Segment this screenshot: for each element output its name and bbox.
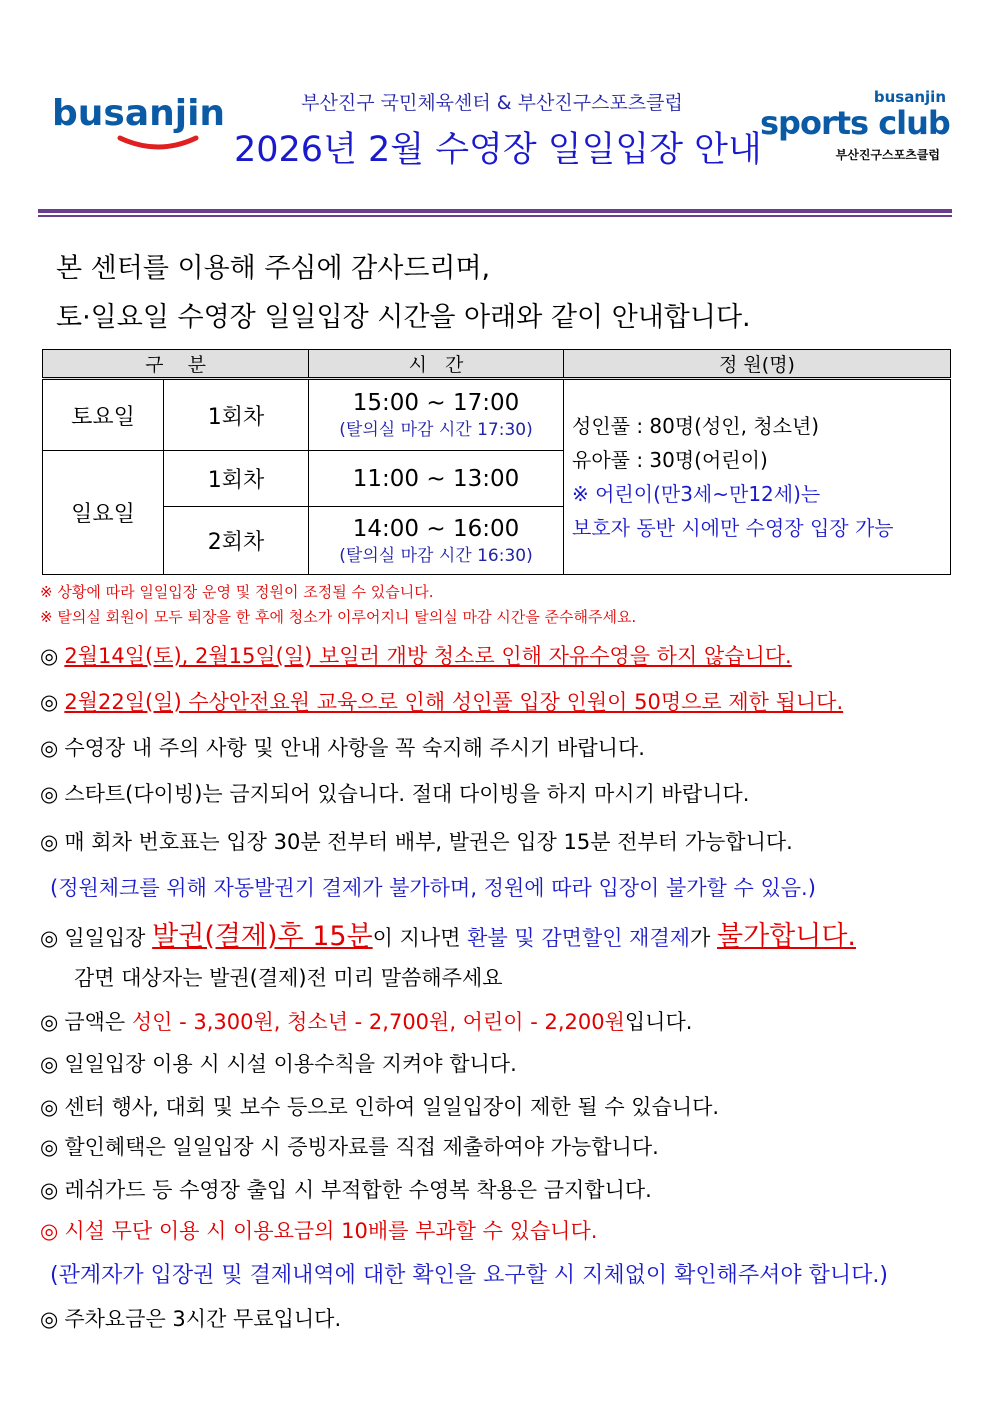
- sunday-time-2-cell: [309, 507, 564, 575]
- bullet-text-7c: 입니다.: [624, 1010, 693, 1034]
- bullet-item-10: [40, 1131, 659, 1161]
- bullet-text-1: 2월14일(토), 2월15일(일) 보일러 개방 청소로 인해 자유수영을 하지 않습니다.: [64, 644, 792, 668]
- bullet-text-7a: 금액은: [64, 1010, 132, 1034]
- sunday-time-1-cell: [309, 451, 564, 507]
- sunday-time-1: 11:00 ~ 13:00: [352, 465, 520, 492]
- bullet-sub-12: (관계자가 입장권 및 결제내역에 대한 확인을 요구할 시 지체없이 확인해주셔야 합니다.): [50, 1263, 888, 1288]
- intro-line-2: 토·일요일 수영장 일일입장 시간을 아래와 같이 안내합니다.: [56, 302, 751, 333]
- bullet-sub-6: 감면 대상자는 발권(결제)전 미리 말씀해주세요: [74, 966, 503, 990]
- sunday-close-time: (탈의실 마감 시간 16:30): [339, 545, 533, 566]
- bullet-text-6e: 가: [690, 926, 718, 950]
- bullet-mark-icon: ◎: [40, 782, 59, 806]
- bullet-mark-icon: ◎: [40, 690, 59, 714]
- capacity-child: 유아풀 : 30명(어린이): [572, 448, 768, 472]
- capacity-note-2: 보호자 동반 시에만 수영장 입장 가능: [572, 516, 894, 540]
- header-category: 구 분: [43, 350, 309, 379]
- bullet-mark-icon: ◎: [40, 1178, 59, 1202]
- bullet-mark-icon: ◎: [40, 736, 59, 760]
- bullet-text-10: 할인혜택은 일일입장 시 증빙자료를 직접 제출하여야 가능합니다.: [64, 1135, 659, 1159]
- bullet-item-6: [40, 914, 856, 953]
- bullet-mark-icon: ◎: [40, 1010, 59, 1034]
- header-subtitle: 부산진구 국민체육센터 & 부산진구스포츠클럽: [301, 92, 683, 114]
- bullet-mark-icon: ◎: [40, 1052, 59, 1076]
- bullet-item-9: [40, 1091, 719, 1121]
- schedule-table: [42, 349, 951, 575]
- page-title: 2026년 2월 수영장 일일입장 안내: [234, 130, 762, 170]
- day-sunday: 일요일: [43, 451, 164, 575]
- sunday-session-1: 1회차: [164, 451, 309, 507]
- bullet-item-13: [40, 1303, 341, 1333]
- saturday-time: 15:00 ~ 17:00: [352, 390, 520, 416]
- bullet-text-6a: 일일입장: [64, 926, 153, 950]
- sunday-time-2: 14:00 ~ 16:00: [352, 515, 520, 542]
- busanjin-logo: [52, 94, 224, 164]
- sports-club-logo-text: sports club: [760, 104, 950, 142]
- header-time: 시 간: [309, 350, 564, 379]
- bullet-text-6b: 발권(결제)후 15분: [152, 921, 373, 952]
- bullet-item-8: [40, 1048, 517, 1078]
- bullet-mark-icon: ◎: [40, 1095, 59, 1119]
- bullet-item-11: [40, 1174, 652, 1204]
- sunday-session-2: 2회차: [164, 507, 309, 575]
- bullet-text-12: 시설 무단 이용 시 이용요금의 10배를 부과할 수 있습니다.: [64, 1219, 598, 1243]
- saturday-close-time: (탈의실 마감 시간 17:30): [339, 420, 533, 440]
- bullet-sub-5: (정원체크를 위해 자동발권기 결제가 불가하며, 정원에 따라 입장이 불가할 수 있음.): [50, 876, 816, 900]
- bullet-mark-icon: ◎: [40, 1307, 59, 1331]
- bullet-text-9: 센터 행사, 대회 및 보수 등으로 인하여 일일입장이 제한 될 수 있습니다.: [64, 1095, 720, 1119]
- table-row: [43, 379, 951, 451]
- bullet-mark-icon: ◎: [40, 644, 59, 668]
- capacity-cell: [564, 379, 951, 575]
- table-header-row: [43, 350, 951, 379]
- day-saturday: 토요일: [43, 379, 164, 451]
- sports-club-logo: [756, 88, 956, 168]
- bullet-text-3: 수영장 내 주의 사항 및 안내 사항을 꼭 숙지해 주시기 바랍니다.: [64, 736, 645, 760]
- bullet-item-2: [40, 686, 843, 716]
- bullet-item-1: [40, 640, 792, 670]
- bullet-text-6f: 불가합니다.: [717, 921, 857, 952]
- sports-club-logo-small: busanjin: [873, 88, 946, 106]
- saturday-session: 1회차: [164, 379, 309, 451]
- bullet-text-8: 일일입장 이용 시 시설 이용수칙을 지켜야 합니다.: [64, 1052, 517, 1076]
- bullet-text-11: 레쉬가드 등 수영장 출입 시 부적합한 수영복 착용은 금지합니다.: [64, 1178, 652, 1202]
- bullet-mark-icon: ◎: [40, 1219, 59, 1243]
- bullet-mark-icon: ◎: [40, 926, 59, 950]
- intro-line-1: 본 센터를 이용해 주심에 감사드리며,: [56, 253, 491, 284]
- bullet-item-12: [40, 1215, 597, 1245]
- note-cleaning: ※ 탈의실 회원이 모두 퇴장을 한 후에 청소가 이루어지니 탈의실 마감 시간을 준수해주세요.: [40, 608, 637, 626]
- bullet-text-6c: 이 지나면: [372, 926, 468, 950]
- busanjin-logo-text: busanjin: [52, 93, 226, 134]
- bullet-text-13: 주차요금은 3시간 무료입니다.: [64, 1307, 342, 1331]
- header-capacity: 정 원(명): [564, 350, 951, 379]
- bullet-item-5: [40, 826, 793, 856]
- bullet-item-4: [40, 778, 749, 808]
- header-divider-thin: [38, 215, 952, 217]
- sports-club-logo-korean: 부산진구스포츠클럽: [835, 148, 940, 162]
- smile-icon: [116, 134, 200, 152]
- bullet-mark-icon: ◎: [40, 830, 59, 854]
- bullet-text-5: 매 회차 번호표는 입장 30분 전부터 배부, 발권은 입장 15분 전부터 가능합니다.: [64, 830, 793, 854]
- bullet-text-6d: 환불 및 감면할인 재결제: [467, 926, 691, 950]
- capacity-adult: 성인풀 : 80명(성인, 청소년): [572, 414, 820, 438]
- header-divider: [38, 209, 952, 213]
- bullet-mark-icon: ◎: [40, 1135, 59, 1159]
- bullet-item-7: [40, 1006, 692, 1036]
- bullet-text-4: 스타트(다이빙)는 금지되어 있습니다. 절대 다이빙을 하지 마시기 바랍니다.: [64, 782, 750, 806]
- saturday-time-cell: [309, 379, 564, 451]
- bullet-text-7b: 성인 - 3,300원, 청소년 - 2,700원, 어린이 - 2,200원: [131, 1010, 625, 1034]
- capacity-note-1: ※ 어린이(만3세~만12세)는: [572, 482, 821, 506]
- bullet-text-2: 2월22일(일) 수상안전요원 교육으로 인해 성인풀 입장 인원이 50명으로 제한 됩니다.: [64, 690, 844, 714]
- note-adjustment: ※ 상황에 따라 일일입장 운영 및 정원이 조정될 수 있습니다.: [40, 583, 434, 601]
- bullet-item-3: [40, 732, 645, 762]
